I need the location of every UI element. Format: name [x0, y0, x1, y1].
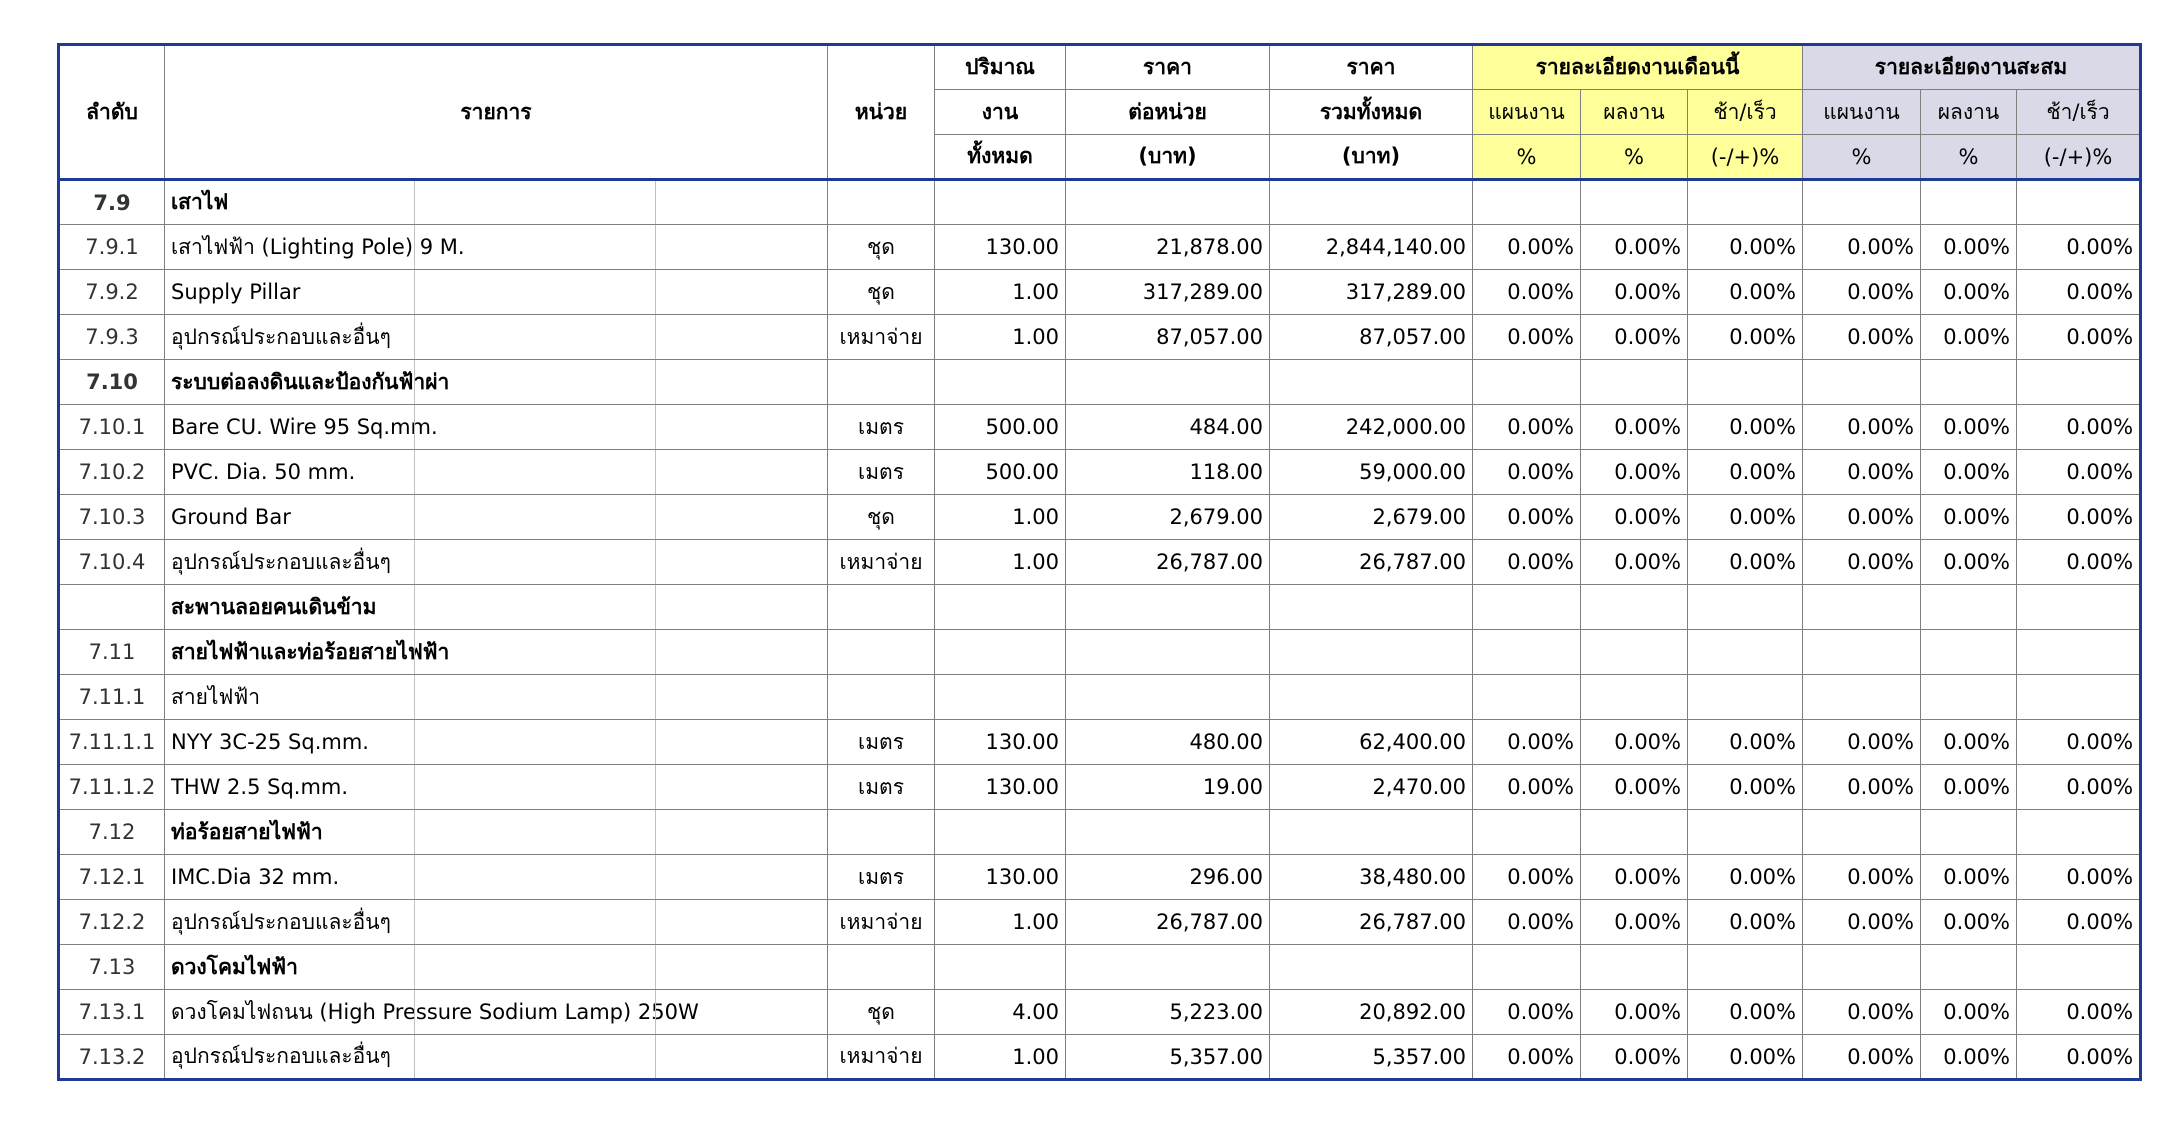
row-month-plan: 0.00%: [1473, 900, 1581, 945]
table-row: [59, 225, 2141, 270]
empty-cell: [2017, 810, 2141, 855]
row-item: NYY 3C-25 Sq.mm.: [165, 720, 828, 765]
row-unit-price: 26,787.00: [1066, 540, 1270, 585]
row-cum-diff: 0.00%: [2017, 990, 2141, 1035]
row-unit: เหมาจ่าย: [828, 1035, 935, 1080]
row-cum-result: 0.00%: [1921, 315, 2017, 360]
row-item: THW 2.5 Sq.mm.: [165, 765, 828, 810]
row-cum-result: 0.00%: [1921, 720, 2017, 765]
row-month-result: 0.00%: [1581, 270, 1688, 315]
row-total-price: 20,892.00: [1270, 990, 1473, 1035]
row-cum-result: 0.00%: [1921, 225, 2017, 270]
row-unit-price: 296.00: [1066, 855, 1270, 900]
empty-cell: [935, 810, 1066, 855]
row-code: 7.11: [59, 630, 165, 675]
row-item: อุปกรณ์ประกอบและอื่นๆ: [165, 540, 828, 585]
empty-cell: [1581, 585, 1688, 630]
row-month-plan: 0.00%: [1473, 540, 1581, 585]
row-cum-result: 0.00%: [1921, 405, 2017, 450]
row-qty: 130.00: [935, 765, 1066, 810]
row-month-diff: 0.00%: [1688, 270, 1803, 315]
row-cum-result: 0.00%: [1921, 765, 2017, 810]
header-month-plan-pct: %: [1473, 135, 1581, 180]
row-month-diff: 0.00%: [1688, 405, 1803, 450]
row-month-result: 0.00%: [1581, 765, 1688, 810]
row-unit-price: 2,679.00: [1066, 495, 1270, 540]
row-month-result: 0.00%: [1581, 855, 1688, 900]
row-month-plan: 0.00%: [1473, 495, 1581, 540]
table-row: [59, 405, 2141, 450]
bill-of-quantities-sheet: [57, 43, 2139, 1081]
row-unit-price: 484.00: [1066, 405, 1270, 450]
table-row: [59, 765, 2141, 810]
row-month-result: 0.00%: [1581, 720, 1688, 765]
table-row: [59, 810, 2141, 855]
row-item: Ground Bar: [165, 495, 828, 540]
row-unit-price: 317,289.00: [1066, 270, 1270, 315]
row-cum-plan: 0.00%: [1803, 1035, 1921, 1080]
empty-cell: [1270, 810, 1473, 855]
row-code: 7.10.3: [59, 495, 165, 540]
row-qty: 1.00: [935, 900, 1066, 945]
row-cum-result: 0.00%: [1921, 495, 2017, 540]
row-item: ท่อร้อยสายไฟฟ้า: [165, 810, 828, 855]
row-total-price: 317,289.00: [1270, 270, 1473, 315]
empty-cell: [1066, 360, 1270, 405]
row-month-diff: 0.00%: [1688, 315, 1803, 360]
table-row: [59, 945, 2141, 990]
row-total-price: 242,000.00: [1270, 405, 1473, 450]
empty-cell: [828, 360, 935, 405]
table-row: [59, 450, 2141, 495]
row-item: ระบบต่อลงดินและป้องกันฟ้าผ่า: [165, 360, 828, 405]
header-cum-result: ผลงาน: [1921, 90, 2017, 135]
row-cum-diff: 0.00%: [2017, 720, 2141, 765]
row-cum-plan: 0.00%: [1803, 990, 1921, 1035]
row-total-price: 87,057.00: [1270, 315, 1473, 360]
row-code: [59, 585, 165, 630]
table-row: [59, 360, 2141, 405]
empty-cell: [1270, 360, 1473, 405]
row-total-price: 5,357.00: [1270, 1035, 1473, 1080]
empty-cell: [1473, 810, 1581, 855]
empty-cell: [1473, 180, 1581, 225]
row-unit-price: 26,787.00: [1066, 900, 1270, 945]
row-month-diff: 0.00%: [1688, 225, 1803, 270]
row-code: 7.11.1.2: [59, 765, 165, 810]
row-unit: เมตร: [828, 450, 935, 495]
row-item: สายไฟฟ้าและท่อร้อยสายไฟฟ้า: [165, 630, 828, 675]
header-cum-diff-pct: (-/+)%: [2017, 135, 2141, 180]
row-unit: เมตร: [828, 720, 935, 765]
empty-cell: [1581, 675, 1688, 720]
row-unit: เหมาจ่าย: [828, 315, 935, 360]
row-month-result: 0.00%: [1581, 225, 1688, 270]
row-month-diff: 0.00%: [1688, 990, 1803, 1035]
empty-cell: [1803, 585, 1921, 630]
empty-cell: [1803, 360, 1921, 405]
row-code: 7.10.1: [59, 405, 165, 450]
header-unit-price-2: ต่อหน่วย: [1066, 90, 1270, 135]
table-row: [59, 540, 2141, 585]
empty-cell: [1066, 945, 1270, 990]
row-month-result: 0.00%: [1581, 1035, 1688, 1080]
row-item: อุปกรณ์ประกอบและอื่นๆ: [165, 1035, 828, 1080]
empty-cell: [1473, 675, 1581, 720]
row-cum-diff: 0.00%: [2017, 765, 2141, 810]
empty-cell: [935, 180, 1066, 225]
row-month-plan: 0.00%: [1473, 1035, 1581, 1080]
row-cum-plan: 0.00%: [1803, 720, 1921, 765]
row-cum-plan: 0.00%: [1803, 765, 1921, 810]
header-qty-3: ทั้งหมด: [935, 135, 1066, 180]
table-row: [59, 315, 2141, 360]
row-cum-diff: 0.00%: [2017, 1035, 2141, 1080]
empty-cell: [1066, 180, 1270, 225]
empty-cell: [1581, 360, 1688, 405]
row-cum-result: 0.00%: [1921, 1035, 2017, 1080]
empty-cell: [1688, 675, 1803, 720]
empty-cell: [1270, 945, 1473, 990]
row-code: 7.13.1: [59, 990, 165, 1035]
table-row: [59, 990, 2141, 1035]
row-cum-diff: 0.00%: [2017, 405, 2141, 450]
row-code: 7.11.1.1: [59, 720, 165, 765]
row-item: Bare CU. Wire 95 Sq.mm.: [165, 405, 828, 450]
empty-cell: [2017, 630, 2141, 675]
row-code: 7.10.4: [59, 540, 165, 585]
row-item: IMC.Dia 32 mm.: [165, 855, 828, 900]
empty-cell: [1473, 630, 1581, 675]
row-unit-price: 19.00: [1066, 765, 1270, 810]
row-qty: 1.00: [935, 315, 1066, 360]
empty-cell: [828, 945, 935, 990]
header-cum-diff: ช้า/เร็ว: [2017, 90, 2141, 135]
header-month-result-pct: %: [1581, 135, 1688, 180]
row-month-plan: 0.00%: [1473, 720, 1581, 765]
row-code: 7.12.1: [59, 855, 165, 900]
empty-cell: [1688, 585, 1803, 630]
empty-cell: [2017, 675, 2141, 720]
row-cum-plan: 0.00%: [1803, 405, 1921, 450]
header-cum-result-pct: %: [1921, 135, 2017, 180]
empty-cell: [2017, 180, 2141, 225]
row-cum-result: 0.00%: [1921, 990, 2017, 1035]
row-unit: เหมาจ่าย: [828, 900, 935, 945]
header-unit: หน่วย: [828, 45, 935, 180]
header-total-price-2: รวมทั้งหมด: [1270, 90, 1473, 135]
header-seq: ลำดับ: [59, 45, 165, 180]
row-cum-plan: 0.00%: [1803, 495, 1921, 540]
row-item: เสาไฟ: [165, 180, 828, 225]
row-cum-result: 0.00%: [1921, 855, 2017, 900]
row-cum-result: 0.00%: [1921, 540, 2017, 585]
row-unit-price: 118.00: [1066, 450, 1270, 495]
empty-cell: [1270, 675, 1473, 720]
row-cum-result: 0.00%: [1921, 900, 2017, 945]
empty-cell: [1803, 810, 1921, 855]
row-total-price: 59,000.00: [1270, 450, 1473, 495]
empty-cell: [1688, 945, 1803, 990]
empty-cell: [1803, 945, 1921, 990]
row-unit: ชุด: [828, 225, 935, 270]
row-total-price: 2,470.00: [1270, 765, 1473, 810]
empty-cell: [935, 630, 1066, 675]
row-qty: 1.00: [935, 495, 1066, 540]
empty-cell: [935, 945, 1066, 990]
empty-cell: [1066, 585, 1270, 630]
row-month-plan: 0.00%: [1473, 990, 1581, 1035]
row-item: ดวงโคมไฟถนน (High Pressure Sodium Lamp) 250W: [165, 990, 828, 1035]
row-qty: 1.00: [935, 270, 1066, 315]
row-qty: 130.00: [935, 855, 1066, 900]
header-month-result: ผลงาน: [1581, 90, 1688, 135]
header-this-month: รายละเอียดงานเดือนนี้: [1473, 45, 1803, 90]
row-item: ดวงโคมไฟฟ้า: [165, 945, 828, 990]
row-month-plan: 0.00%: [1473, 225, 1581, 270]
header-total-price-1: ราคา: [1270, 45, 1473, 90]
row-month-plan: 0.00%: [1473, 405, 1581, 450]
row-month-plan: 0.00%: [1473, 450, 1581, 495]
empty-cell: [935, 585, 1066, 630]
row-month-diff: 0.00%: [1688, 900, 1803, 945]
empty-cell: [1688, 810, 1803, 855]
empty-cell: [935, 360, 1066, 405]
row-cum-plan: 0.00%: [1803, 855, 1921, 900]
row-cum-plan: 0.00%: [1803, 315, 1921, 360]
empty-cell: [1270, 630, 1473, 675]
row-month-result: 0.00%: [1581, 450, 1688, 495]
empty-cell: [1473, 945, 1581, 990]
row-code: 7.9.3: [59, 315, 165, 360]
row-month-diff: 0.00%: [1688, 540, 1803, 585]
row-cum-plan: 0.00%: [1803, 900, 1921, 945]
row-code: 7.11.1: [59, 675, 165, 720]
table-body: [59, 180, 2141, 1080]
header-total-price-3: (บาท): [1270, 135, 1473, 180]
table-row: [59, 630, 2141, 675]
empty-cell: [1473, 585, 1581, 630]
empty-cell: [1688, 360, 1803, 405]
row-item: อุปกรณ์ประกอบและอื่นๆ: [165, 315, 828, 360]
header-month-plan: แผนงาน: [1473, 90, 1581, 135]
row-unit-price: 5,357.00: [1066, 1035, 1270, 1080]
row-total-price: 38,480.00: [1270, 855, 1473, 900]
row-cum-plan: 0.00%: [1803, 225, 1921, 270]
row-month-plan: 0.00%: [1473, 270, 1581, 315]
table-row: [59, 495, 2141, 540]
row-total-price: 26,787.00: [1270, 540, 1473, 585]
row-cum-diff: 0.00%: [2017, 270, 2141, 315]
header-month-diff: ช้า/เร็ว: [1688, 90, 1803, 135]
row-code: 7.12: [59, 810, 165, 855]
empty-cell: [935, 675, 1066, 720]
empty-cell: [1921, 810, 2017, 855]
empty-cell: [1688, 630, 1803, 675]
empty-cell: [1581, 810, 1688, 855]
row-month-result: 0.00%: [1581, 495, 1688, 540]
row-unit-price: 21,878.00: [1066, 225, 1270, 270]
row-total-price: 26,787.00: [1270, 900, 1473, 945]
row-cum-diff: 0.00%: [2017, 900, 2141, 945]
empty-cell: [828, 810, 935, 855]
empty-cell: [1921, 585, 2017, 630]
row-month-diff: 0.00%: [1688, 1035, 1803, 1080]
header-cumulative: รายละเอียดงานสะสม: [1803, 45, 2141, 90]
empty-cell: [2017, 585, 2141, 630]
empty-cell: [1270, 585, 1473, 630]
row-cum-plan: 0.00%: [1803, 270, 1921, 315]
row-month-result: 0.00%: [1581, 900, 1688, 945]
row-month-diff: 0.00%: [1688, 450, 1803, 495]
row-code: 7.13: [59, 945, 165, 990]
row-cum-plan: 0.00%: [1803, 540, 1921, 585]
row-month-result: 0.00%: [1581, 315, 1688, 360]
row-unit-price: 87,057.00: [1066, 315, 1270, 360]
row-item: PVC. Dia. 50 mm.: [165, 450, 828, 495]
row-item: สายไฟฟ้า: [165, 675, 828, 720]
row-cum-diff: 0.00%: [2017, 540, 2141, 585]
table-row: [59, 1035, 2141, 1080]
empty-cell: [1803, 675, 1921, 720]
row-cum-diff: 0.00%: [2017, 315, 2141, 360]
row-item: Supply Pillar: [165, 270, 828, 315]
row-cum-diff: 0.00%: [2017, 225, 2141, 270]
row-unit: เมตร: [828, 405, 935, 450]
row-cum-diff: 0.00%: [2017, 495, 2141, 540]
row-cum-result: 0.00%: [1921, 450, 2017, 495]
row-unit: ชุด: [828, 495, 935, 540]
row-month-plan: 0.00%: [1473, 765, 1581, 810]
empty-cell: [828, 675, 935, 720]
row-month-plan: 0.00%: [1473, 855, 1581, 900]
empty-cell: [1581, 630, 1688, 675]
empty-cell: [1066, 810, 1270, 855]
empty-cell: [1270, 180, 1473, 225]
row-total-price: 62,400.00: [1270, 720, 1473, 765]
header-cum-plan-pct: %: [1803, 135, 1921, 180]
row-unit: เหมาจ่าย: [828, 540, 935, 585]
row-unit: เมตร: [828, 765, 935, 810]
row-code: 7.10: [59, 360, 165, 405]
table-row: [59, 900, 2141, 945]
empty-cell: [828, 630, 935, 675]
header-item: รายการ: [165, 45, 828, 180]
row-code: 7.9.2: [59, 270, 165, 315]
empty-cell: [1581, 180, 1688, 225]
row-month-result: 0.00%: [1581, 990, 1688, 1035]
header-unit-price-1: ราคา: [1066, 45, 1270, 90]
row-unit-price: 480.00: [1066, 720, 1270, 765]
table-row: [59, 585, 2141, 630]
empty-cell: [1803, 180, 1921, 225]
row-item: สะพานลอยคนเดินข้าม: [165, 585, 828, 630]
row-total-price: 2,679.00: [1270, 495, 1473, 540]
row-qty: 4.00: [935, 990, 1066, 1035]
header-month-diff-pct: (-/+)%: [1688, 135, 1803, 180]
table-row: [59, 855, 2141, 900]
row-month-diff: 0.00%: [1688, 720, 1803, 765]
row-month-result: 0.00%: [1581, 405, 1688, 450]
row-qty: 1.00: [935, 1035, 1066, 1080]
row-month-diff: 0.00%: [1688, 855, 1803, 900]
empty-cell: [1921, 630, 2017, 675]
row-qty: 500.00: [935, 405, 1066, 450]
row-code: 7.13.2: [59, 1035, 165, 1080]
table-row: [59, 675, 2141, 720]
empty-cell: [2017, 360, 2141, 405]
table-row: [59, 270, 2141, 315]
row-code: 7.9: [59, 180, 165, 225]
row-qty: 130.00: [935, 720, 1066, 765]
empty-cell: [828, 585, 935, 630]
row-cum-plan: 0.00%: [1803, 450, 1921, 495]
row-qty: 500.00: [935, 450, 1066, 495]
row-month-plan: 0.00%: [1473, 315, 1581, 360]
empty-cell: [1581, 945, 1688, 990]
row-cum-result: 0.00%: [1921, 270, 2017, 315]
empty-cell: [1803, 630, 1921, 675]
row-item: เสาไฟฟ้า (Lighting Pole) 9 M.: [165, 225, 828, 270]
progress-table: [57, 43, 2142, 1081]
row-item: อุปกรณ์ประกอบและอื่นๆ: [165, 900, 828, 945]
row-qty: 130.00: [935, 225, 1066, 270]
row-total-price: 2,844,140.00: [1270, 225, 1473, 270]
row-unit: ชุด: [828, 990, 935, 1035]
header-unit-price-3: (บาท): [1066, 135, 1270, 180]
row-qty: 1.00: [935, 540, 1066, 585]
empty-cell: [2017, 945, 2141, 990]
row-unit: เมตร: [828, 855, 935, 900]
table-header: [59, 45, 2141, 180]
row-code: 7.9.1: [59, 225, 165, 270]
empty-cell: [1921, 945, 2017, 990]
empty-cell: [1921, 180, 2017, 225]
empty-cell: [1066, 675, 1270, 720]
table-row: [59, 720, 2141, 765]
header-qty-2: งาน: [935, 90, 1066, 135]
empty-cell: [828, 180, 935, 225]
empty-cell: [1066, 630, 1270, 675]
header-qty-1: ปริมาณ: [935, 45, 1066, 90]
row-cum-diff: 0.00%: [2017, 450, 2141, 495]
header-cum-plan: แผนงาน: [1803, 90, 1921, 135]
row-unit-price: 5,223.00: [1066, 990, 1270, 1035]
row-code: 7.12.2: [59, 900, 165, 945]
row-unit: ชุด: [828, 270, 935, 315]
empty-cell: [1688, 180, 1803, 225]
row-code: 7.10.2: [59, 450, 165, 495]
row-month-diff: 0.00%: [1688, 765, 1803, 810]
empty-cell: [1473, 360, 1581, 405]
table-row: [59, 180, 2141, 225]
row-cum-diff: 0.00%: [2017, 855, 2141, 900]
empty-cell: [1921, 360, 2017, 405]
row-month-diff: 0.00%: [1688, 495, 1803, 540]
empty-cell: [1921, 675, 2017, 720]
row-month-result: 0.00%: [1581, 540, 1688, 585]
